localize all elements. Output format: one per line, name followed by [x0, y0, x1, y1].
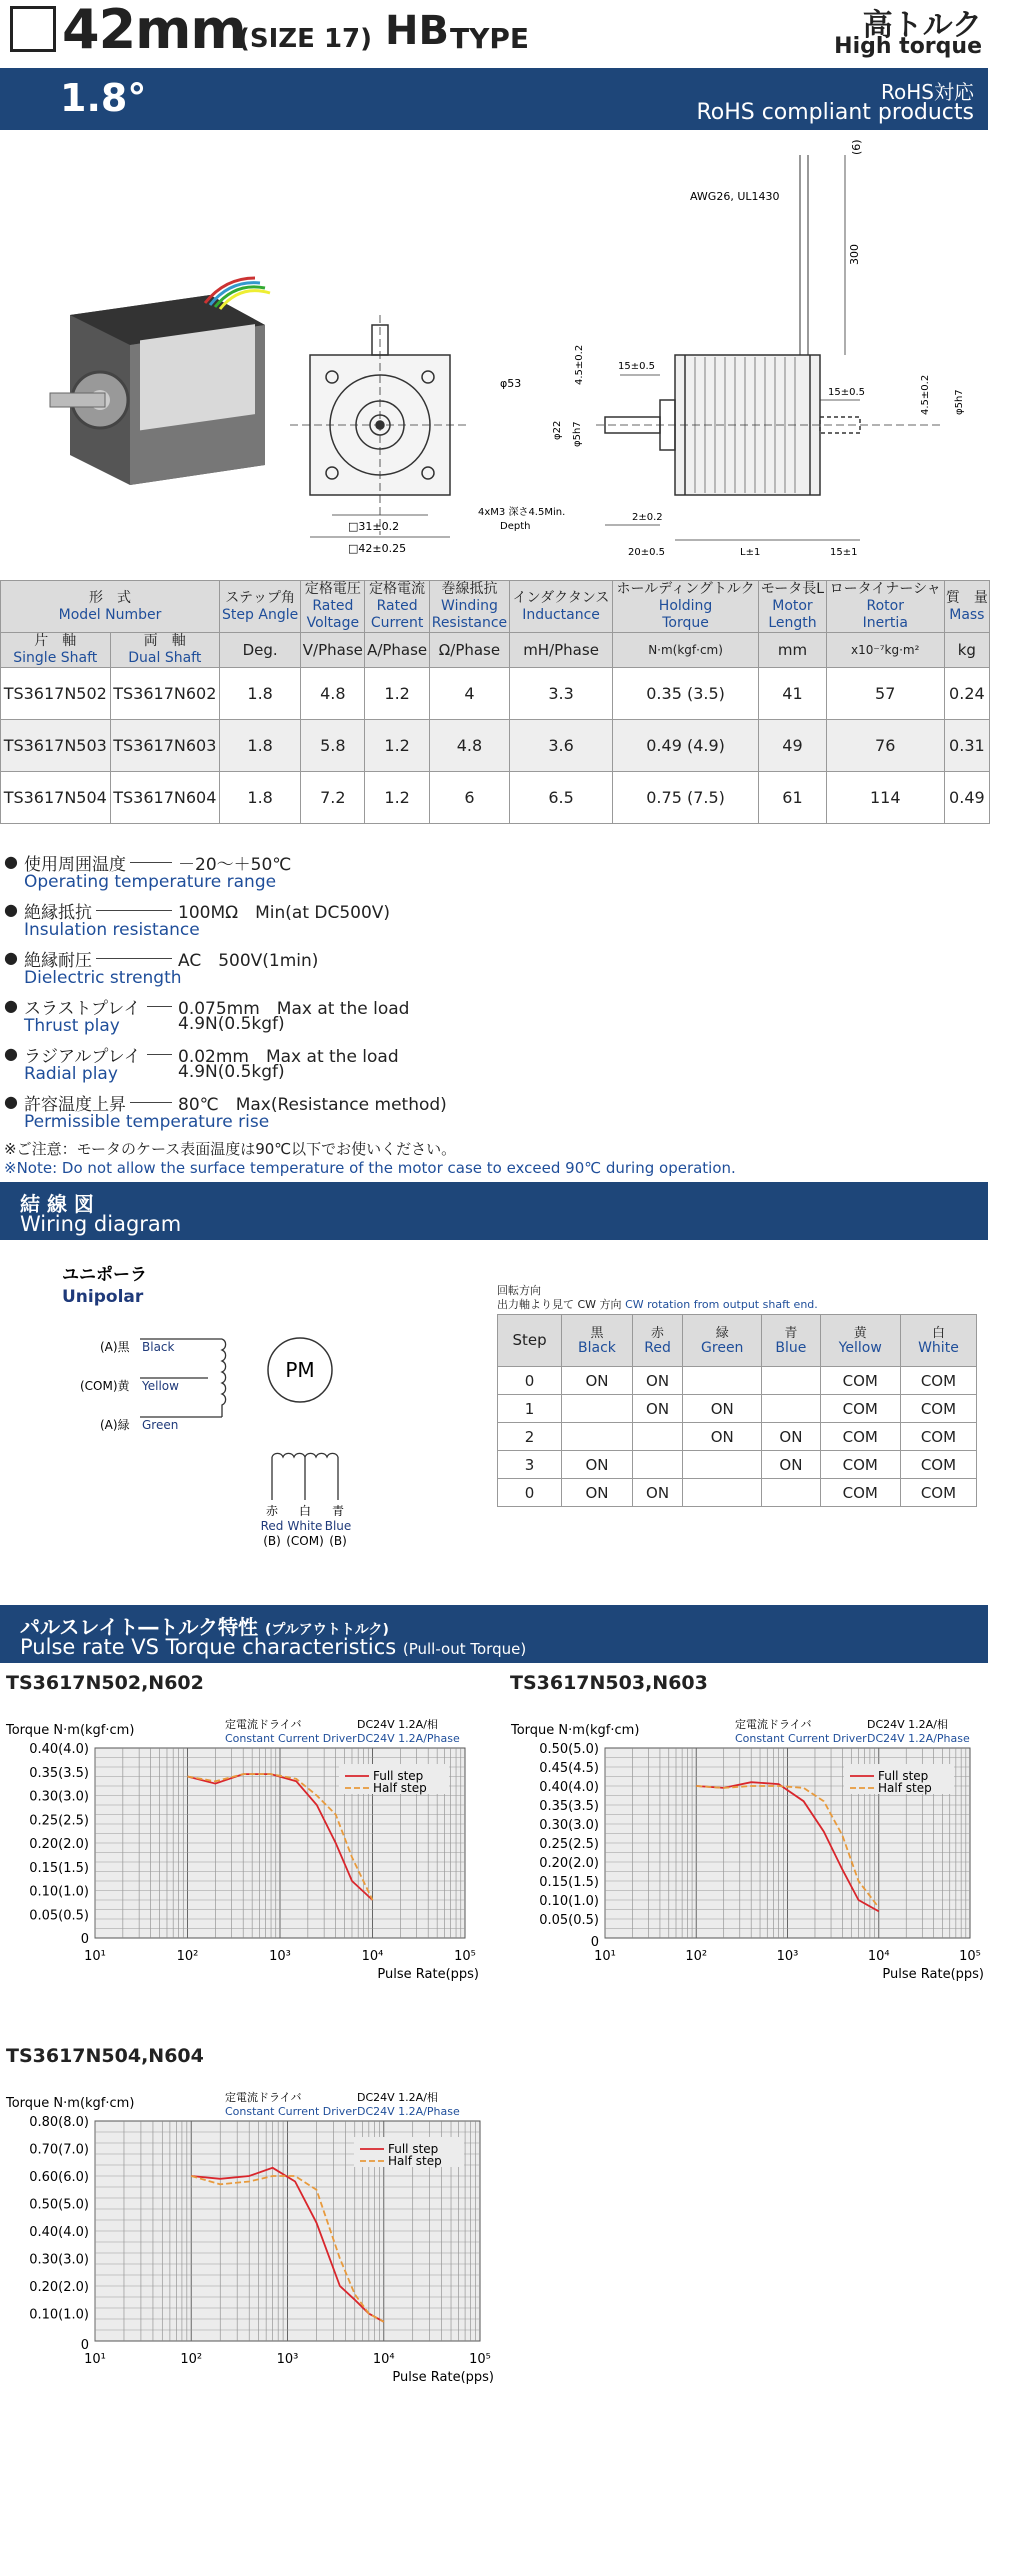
a-black-jp: (A)黒: [100, 1340, 130, 1354]
abar-green-en: Green: [142, 1418, 179, 1432]
step-header: 緑 Green: [683, 1315, 762, 1367]
winding-resistance-header: 巻線抵抗 Winding Resistance: [429, 581, 509, 633]
step-cell: [562, 1423, 633, 1451]
rotation-jp: 回転方向: [497, 1284, 541, 1297]
step-cell: 0: [498, 1367, 562, 1395]
y-tick-label: 0.05(0.5): [29, 1908, 89, 1924]
characteristic-item: [4, 1040, 994, 1088]
legend-label: Full step: [388, 2142, 439, 2156]
legend-label: Half step: [373, 1781, 427, 1795]
unit-cell: mH/Phase: [510, 633, 613, 668]
y-tick-label: 0.35(3.5): [29, 1765, 89, 1781]
dim-4-5b: 4.5±0.2: [920, 374, 931, 415]
front-view: [290, 315, 470, 537]
holding-torque-header: ホールディングトルク Holding Torque: [612, 581, 758, 633]
x-tick-label: 10¹: [84, 1949, 106, 1964]
y-tick-label: 0.10(1.0): [539, 1894, 599, 1909]
mass-header: 質 量 Mass: [944, 581, 989, 633]
x-tick-label: 10⁵: [454, 1949, 476, 1964]
unit-cell: V/Phase: [301, 633, 365, 668]
note-en: ※Note: Do not allow the surface temperature of the motor case to exceed 90℃ during operation.: [4, 1159, 736, 1177]
spec-row: [1, 720, 990, 772]
step-cell: 1: [498, 1395, 562, 1423]
spec-cell: 6: [429, 772, 509, 824]
step-cell: COM: [820, 1451, 900, 1479]
blue-en: Blue: [324, 1519, 352, 1533]
leader-line: [147, 1006, 172, 1007]
bbar-label: (B): [329, 1534, 347, 1548]
dim-d5: φ5h7: [572, 421, 583, 447]
y-tick-label: 0.30(3.0): [539, 1818, 599, 1833]
step-cell: COM: [820, 1423, 900, 1451]
characteristic-item: [4, 992, 994, 1040]
legend-label: Half step: [388, 2154, 442, 2168]
dim-2: 2±0.2: [632, 512, 663, 523]
rated-voltage-header: 定格電圧 Rated Voltage: [301, 581, 365, 633]
rated-current-header: 定格電流 Rated Current: [365, 581, 429, 633]
y-tick-label: 0.20(2.0): [29, 2280, 89, 2295]
char-value: 80℃ Max(Resistance method): [178, 1095, 447, 1115]
char-label-jp: 絶縁抵抗: [24, 903, 92, 923]
step-cell: ON: [632, 1395, 682, 1423]
characteristic-item: [4, 896, 994, 944]
motor-size: 42mm: [62, 0, 246, 61]
legend-label: Half step: [878, 1781, 932, 1795]
char-value-2: 4.9N(0.5kgf): [178, 1014, 285, 1034]
step-cell: COM: [820, 1479, 900, 1507]
spec-cell: TS3617N503: [1, 720, 111, 772]
pulse-title-en: Pulse rate VS Torque characteristics (Pull-out Torque): [20, 1635, 527, 1659]
leader-line: [130, 862, 172, 863]
com-yellow-jp: (COM)黄: [80, 1379, 130, 1393]
rohs-jp: RoHS対応: [881, 80, 974, 104]
char-label-jp: 許容温度上昇: [24, 1095, 126, 1115]
spec-en: DC24V 1.2A/Phase: [357, 1732, 460, 1745]
y-tick-label: 0.70(7.0): [29, 2142, 89, 2158]
spec-cell: 0.75 (7.5): [612, 772, 758, 824]
char-label-en: Operating temperature range: [24, 872, 277, 892]
step-cell: COM: [900, 1367, 976, 1395]
step-header: Step: [498, 1315, 562, 1367]
unit-cell: N·m(kgf·cm): [612, 633, 758, 668]
type-label: TYPE: [450, 22, 530, 55]
step-cell: [683, 1367, 762, 1395]
step-cell: ON: [562, 1479, 633, 1507]
dim-42: □42±0.25: [348, 542, 407, 555]
unipolar-en: Unipolar: [62, 1287, 144, 1307]
driver-en: Constant Current Driver: [225, 2105, 357, 2118]
step-cell: ON: [683, 1395, 762, 1423]
spec-cell: 57: [826, 668, 944, 720]
y-tick-label: 0.80(8.0): [29, 2115, 89, 2130]
step-cell: COM: [900, 1451, 976, 1479]
leader-line: [96, 910, 172, 911]
dim-l: L±1: [740, 547, 761, 558]
spec-cell: 5.8: [301, 720, 365, 772]
spec-cell: 0.49 (4.9): [612, 720, 758, 772]
y-tick-label: 0.35(3.5): [539, 1799, 599, 1814]
wiring-title-en: Wiring diagram: [20, 1212, 182, 1236]
step-row: [498, 1423, 977, 1451]
step-header: 黒 Black: [562, 1315, 633, 1367]
characteristic-item: [4, 848, 994, 896]
note-jp: ※ご注意：モータのケース表面温度は90℃以下でお使いください。: [4, 1140, 457, 1158]
side-view: [596, 155, 940, 540]
y-tick-label: 0.05(0.5): [539, 1913, 599, 1928]
spec-cell: TS3617N604: [110, 772, 220, 824]
dual-shaft-header: 両 軸 Dual Shaft: [110, 633, 220, 668]
y-tick-label: 0.10(1.0): [29, 2307, 89, 2323]
spec-cell: 0.35 (3.5): [612, 668, 758, 720]
dim-15c: 15±1: [830, 547, 858, 558]
y-tick-label: 0.20(2.0): [539, 1856, 599, 1871]
step-cell: [632, 1423, 682, 1451]
spec-cell: 3.3: [510, 668, 613, 720]
spec-jp: DC24V 1.2A/相: [357, 2091, 438, 2104]
driver-jp: 定電流ドライバ: [735, 1718, 812, 1731]
chart-title-3: TS3617N504,N604: [6, 2045, 204, 2067]
spec-cell: 1.2: [365, 772, 429, 824]
spec-cell: 4.8: [301, 668, 365, 720]
char-value-2: 4.9N(0.5kgf): [178, 1062, 285, 1082]
x-tick-label: 10⁵: [959, 1949, 981, 1964]
characteristic-item: [4, 944, 994, 992]
spec-cell: TS3617N504: [1, 772, 111, 824]
step-cell: ON: [632, 1479, 682, 1507]
spec-en: DC24V 1.2A/Phase: [357, 2105, 460, 2118]
spec-cell: 6.5: [510, 772, 613, 824]
screw-spec: 4xM3 深さ4.5Min.: [478, 507, 566, 518]
step-cell: COM: [820, 1367, 900, 1395]
characteristic-item: [4, 1088, 994, 1136]
page-header: [0, 0, 990, 66]
legend-label: Full step: [373, 1769, 424, 1783]
step-row: [498, 1367, 977, 1395]
single-shaft-header: 片 軸 Single Shaft: [1, 633, 111, 668]
bullet-icon: ●: [4, 996, 18, 1015]
leader-line: [147, 1054, 172, 1055]
spec-table: [0, 580, 990, 824]
step-cell: ON: [762, 1451, 820, 1479]
dim-300: 300: [848, 244, 861, 265]
spec-cell: 0.49: [944, 772, 989, 824]
notes: [4, 1140, 736, 1178]
y-tick-label: 0.10(1.0): [29, 1884, 89, 1900]
y-tick-zero: 0: [590, 1935, 599, 1950]
x-tick-label: 10⁴: [372, 2352, 395, 2367]
step-cell: 0: [498, 1479, 562, 1507]
unit-cell: x10⁻⁷kg·m²: [826, 633, 944, 668]
driver-en: Constant Current Driver: [225, 1732, 357, 1745]
high-torque-jp: 高トルク: [862, 8, 982, 43]
header-box: [10, 6, 56, 52]
spec-cell: 1.2: [365, 720, 429, 772]
spec-cell: 76: [826, 720, 944, 772]
unit-cell: A/Phase: [365, 633, 429, 668]
step-cell: 3: [498, 1451, 562, 1479]
spec-cell: 1.8: [220, 772, 301, 824]
spec-cell: TS3617N602: [110, 668, 220, 720]
bullet-icon: ●: [4, 852, 18, 871]
unipolar-jp: ユニポーラ: [62, 1265, 147, 1285]
rotation-en: CW rotation from output shaft end.: [625, 1298, 818, 1311]
x-tick-label: 10⁵: [469, 2352, 491, 2367]
spec-en: DC24V 1.2A/Phase: [867, 1732, 970, 1745]
bullet-icon: ●: [4, 1092, 18, 1111]
x-tick-label: 10⁴: [867, 1949, 890, 1964]
torque-chart-1: [0, 1698, 490, 1998]
step-header: 黄 Yellow: [820, 1315, 900, 1367]
x-tick-label: 10⁴: [361, 1949, 384, 1964]
wiring-band: [0, 1182, 988, 1240]
spec-row: [1, 668, 990, 720]
step-cell: ON: [632, 1367, 682, 1395]
abar-green-jp: (A)緑: [100, 1418, 130, 1432]
pm-label: PM: [285, 1358, 315, 1382]
char-label-jp: ラジアルプレイ: [24, 1047, 141, 1067]
y-tick-label: 0.45(4.5): [539, 1761, 599, 1776]
dim-4-5: 4.5±0.2: [574, 344, 585, 385]
step-cell: COM: [820, 1395, 900, 1423]
step-cell: COM: [900, 1423, 976, 1451]
step-row: [498, 1451, 977, 1479]
y-axis-label: Torque N·m(kgf·cm): [511, 1723, 640, 1738]
char-label-en: Dielectric strength: [24, 968, 182, 988]
step-cell: ON: [762, 1423, 820, 1451]
step-angle: 1.8°: [60, 76, 147, 120]
y-tick-zero: 0: [80, 2338, 89, 2353]
char-label-jp: 使用周囲温度: [24, 855, 126, 875]
y-tick-label: 0.25(2.5): [539, 1837, 599, 1852]
spec-cell: 1.8: [220, 720, 301, 772]
characteristics-list: [4, 848, 994, 1136]
driver-jp: 定電流ドライバ: [225, 2091, 302, 2104]
red-en: Red: [260, 1519, 284, 1533]
char-label-jp: スラストプレイ: [24, 999, 141, 1019]
bullet-icon: ●: [4, 900, 18, 919]
spec-cell: 4.8: [429, 720, 509, 772]
step-cell: [762, 1479, 820, 1507]
dim-d5b: φ5h7: [954, 389, 965, 415]
driver-jp: 定電流ドライバ: [225, 1718, 302, 1731]
unit-cell: kg: [944, 633, 989, 668]
com-label: (COM): [286, 1534, 324, 1548]
spec-cell: 114: [826, 772, 944, 824]
x-tick-label: 10³: [776, 1949, 799, 1964]
spec-cell: 0.24: [944, 668, 989, 720]
unit-cell: Deg.: [220, 633, 301, 668]
step-row: [498, 1395, 977, 1423]
dim-d22: φ22: [552, 420, 563, 440]
char-value: 0.02mm Max at the load: [178, 1047, 399, 1067]
char-value: AC 500V(1min): [178, 951, 319, 971]
spec-cell: 7.2: [301, 772, 365, 824]
unit-cell: mm: [759, 633, 827, 668]
char-label-en: Thrust play: [24, 1016, 120, 1036]
wiring-title-jp: 結 線 図: [20, 1192, 94, 1216]
pulse-band: [0, 1605, 988, 1663]
blue-jp: 青: [331, 1504, 345, 1518]
legend-label: Full step: [878, 1769, 929, 1783]
a-black-en: Black: [142, 1340, 175, 1354]
x-tick-label: 10³: [276, 2352, 299, 2367]
dim-15: 15±0.5: [618, 361, 656, 372]
x-tick-label: 10¹: [594, 1949, 616, 1964]
rotor-inertia-header: ロータイナーシャ Rotor Inertia: [826, 581, 944, 633]
step-header: 赤 Red: [632, 1315, 682, 1367]
motor-size-paren: (SIZE 17): [238, 24, 373, 54]
spec-cell: 1.2: [365, 668, 429, 720]
dim-15b: 15±0.5: [828, 387, 866, 398]
y-axis-label: Torque N·m(kgf·cm): [6, 1723, 135, 1738]
step-cell: [762, 1367, 820, 1395]
x-tick-label: 10²: [685, 1949, 708, 1964]
y-tick-label: 0.20(2.0): [29, 1837, 89, 1852]
pulse-title-jp: パルスレイト―トルク特性 (プルアウトトルク): [20, 1615, 389, 1639]
b-label: (B): [263, 1534, 281, 1548]
step-cell: ON: [683, 1423, 762, 1451]
x-tick-label: 10³: [269, 1949, 291, 1964]
spec-cell: 0.31: [944, 720, 989, 772]
driver-en: Constant Current Driver: [735, 1732, 867, 1745]
spec-cell: TS3617N502: [1, 668, 111, 720]
rohs-en: RoHS compliant products: [696, 100, 974, 125]
white-en: White: [287, 1519, 323, 1533]
step-angle-header: ステップ角 Step Angle: [220, 581, 301, 633]
spec-cell: 49: [759, 720, 827, 772]
rotation-line: [497, 1296, 818, 1312]
step-cell: [683, 1451, 762, 1479]
step-cell: [683, 1479, 762, 1507]
torque-chart-2: [505, 1698, 995, 1998]
step-row: [498, 1479, 977, 1507]
spec-cell: 3.6: [510, 720, 613, 772]
dim-31: □31±0.2: [348, 520, 400, 533]
red-jp: 赤: [265, 1504, 279, 1518]
com-yellow-en: Yellow: [142, 1379, 179, 1393]
x-axis-label: Pulse Rate(pps): [392, 2370, 494, 2385]
spec-cell: 61: [759, 772, 827, 824]
motor-photo: [50, 278, 270, 485]
rotation-jp2: 出力軸より見て CW 方向: [497, 1298, 622, 1311]
dim-20: 20±0.5: [628, 547, 666, 558]
awg-label: AWG26, UL1430: [690, 190, 780, 203]
y-tick-label: 0.40(4.0): [29, 1742, 89, 1757]
step-angle-band: [0, 68, 988, 130]
hb-label: HB: [385, 8, 449, 54]
y-tick-label: 0.25(2.5): [29, 1813, 89, 1829]
spec-cell: TS3617N603: [110, 720, 220, 772]
step-cell: COM: [900, 1479, 976, 1507]
char-label-en: Radial play: [24, 1064, 118, 1084]
high-torque-en: High torque: [834, 34, 982, 59]
spec-cell: 1.8: [220, 668, 301, 720]
y-tick-label: 0.30(3.0): [29, 2252, 89, 2268]
char-value: 100MΩ Min(at DC500V): [178, 903, 391, 923]
dimension-drawing: [0, 135, 990, 570]
step-header: 青 Blue: [762, 1315, 820, 1367]
step-cell: [762, 1395, 820, 1423]
bullet-icon: ●: [4, 948, 18, 967]
x-axis-label: Pulse Rate(pps): [882, 1967, 984, 1982]
x-axis-label: Pulse Rate(pps): [377, 1967, 479, 1982]
y-tick-label: 0.50(5.0): [29, 2197, 89, 2213]
x-tick-label: 10²: [180, 2352, 203, 2367]
x-tick-label: 10²: [176, 1949, 199, 1964]
torque-chart-3: [0, 2071, 505, 2401]
step-cell: ON: [562, 1451, 633, 1479]
step-cell: [632, 1451, 682, 1479]
dim-6: (6): [850, 139, 863, 155]
spec-cell: 41: [759, 668, 827, 720]
char-label-en: Insulation resistance: [24, 920, 200, 940]
leader-line: [96, 958, 172, 959]
spec-jp: DC24V 1.2A/相: [867, 1718, 948, 1731]
step-sequence-table: [497, 1314, 977, 1507]
leader-line: [130, 1102, 172, 1103]
step-cell: 2: [498, 1423, 562, 1451]
y-tick-label: 0.15(1.5): [539, 1875, 599, 1890]
x-tick-label: 10¹: [84, 2352, 106, 2367]
step-cell: COM: [900, 1395, 976, 1423]
y-tick-label: 0.15(1.5): [29, 1860, 89, 1876]
y-axis-label: Torque N·m(kgf·cm): [6, 2096, 135, 2111]
spec-cell: 4: [429, 668, 509, 720]
spec-jp: DC24V 1.2A/相: [357, 1718, 438, 1731]
char-value: －20～＋50℃: [178, 855, 292, 875]
bullet-icon: ●: [4, 1044, 18, 1063]
motor-length-header: モータ長L Motor Length: [759, 581, 827, 633]
y-tick-label: 0.30(3.0): [29, 1789, 89, 1805]
spec-row: [1, 772, 990, 824]
coil-b: [272, 1453, 338, 1500]
y-tick-label: 0.40(4.0): [539, 1780, 599, 1795]
step-cell: ON: [562, 1367, 633, 1395]
y-tick-label: 0.50(5.0): [539, 1742, 599, 1757]
y-tick-label: 0.60(6.0): [29, 2170, 89, 2185]
dim-d53: φ53: [500, 377, 522, 390]
model-number-header: 形 式 Model Number: [1, 581, 220, 633]
char-label-en: Permissible temperature rise: [24, 1112, 270, 1132]
y-tick-label: 0.40(4.0): [29, 2225, 89, 2240]
unit-cell: Ω/Phase: [429, 633, 509, 668]
step-header: 白 White: [900, 1315, 976, 1367]
white-jp: 白: [298, 1504, 312, 1518]
char-value: 0.075mm Max at the load: [178, 999, 410, 1019]
y-tick-label: 0: [80, 1932, 89, 1947]
chart-title-2: TS3617N503,N603: [510, 1672, 708, 1694]
inductance-header: インダクタンス Inductance: [510, 581, 613, 633]
step-cell: [562, 1395, 633, 1423]
chart-title-1: TS3617N502,N602: [6, 1672, 204, 1694]
char-label-jp: 絶縁耐圧: [24, 951, 92, 971]
screw-depth: Depth: [500, 521, 531, 532]
